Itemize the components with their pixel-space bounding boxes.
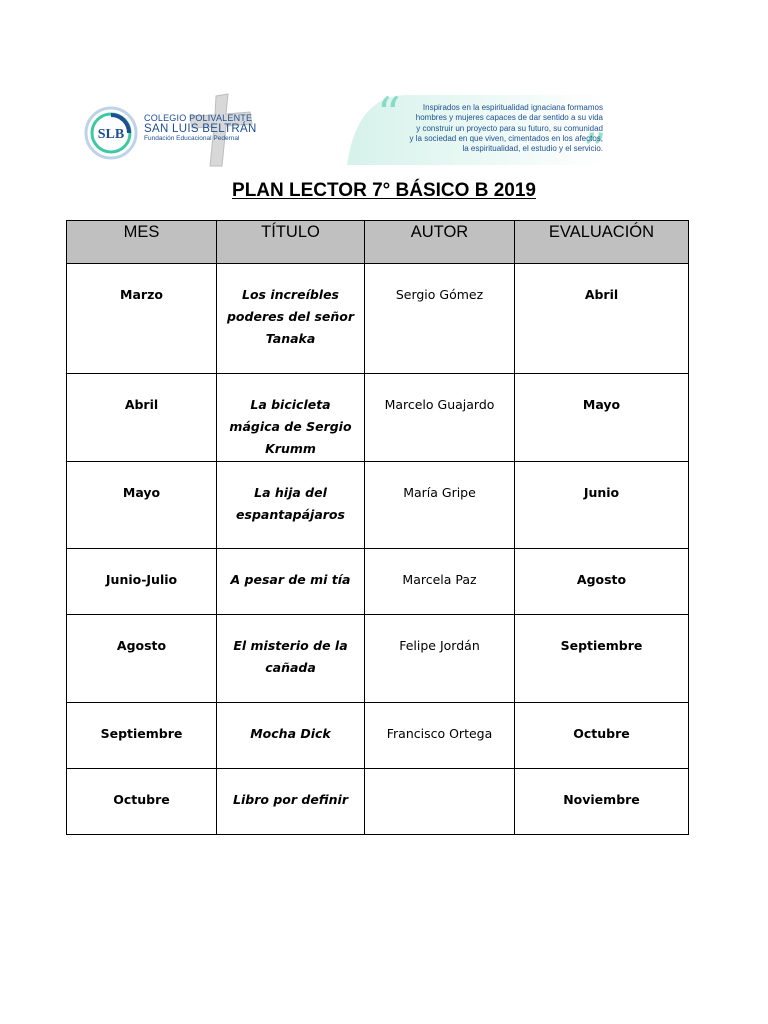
cell-mes: Abril xyxy=(67,374,217,462)
table-row xyxy=(67,264,689,374)
cell-mes: Agosto xyxy=(67,615,217,703)
header-evaluacion: EVALUACIÓN xyxy=(515,221,689,264)
quote-text xyxy=(381,103,603,154)
cell-evaluacion: Junio xyxy=(515,462,689,549)
cell-autor: Marcelo Guajardo xyxy=(365,374,515,462)
cell-evaluacion: Mayo xyxy=(515,374,689,462)
seal-text: SLB xyxy=(97,127,125,142)
school-name-line2: SAN LUIS BELTRÁN xyxy=(144,123,257,136)
quote-line: Inspirados en la espiritualidad ignaciana formamos xyxy=(422,103,603,112)
table-row xyxy=(67,549,689,615)
cell-mes: Junio-Julio xyxy=(67,549,217,615)
quote-line: la espiritualidad, el estudio y el servicio. xyxy=(462,144,603,154)
cell-titulo: La bicicleta mágica de Sergio Krumm xyxy=(217,374,365,462)
table-header-row xyxy=(67,221,689,264)
cell-mes: Mayo xyxy=(67,462,217,549)
cell-autor: Marcela Paz xyxy=(365,549,515,615)
cell-autor: Sergio Gómez xyxy=(365,264,515,374)
cell-mes: Octubre xyxy=(67,769,217,835)
cell-evaluacion: Noviembre xyxy=(515,769,689,835)
cell-titulo: El misterio de la cañada xyxy=(217,615,365,703)
header-titulo: TÍTULO xyxy=(217,221,365,264)
header-autor: AUTOR xyxy=(365,221,515,264)
cell-evaluacion: Abril xyxy=(515,264,689,374)
cell-titulo: Libro por definir xyxy=(217,769,365,835)
school-name-line1: COLEGIO POLIVALENTE xyxy=(144,113,253,123)
cell-evaluacion: Octubre xyxy=(515,703,689,769)
cell-titulo: Los increíbles poderes del señor Tanaka xyxy=(217,264,365,374)
cell-titulo: A pesar de mi tía xyxy=(217,549,365,615)
cell-autor: Felipe Jordán xyxy=(365,615,515,703)
school-foundation: Fundación Educacional Pedernal xyxy=(144,134,240,142)
school-logo xyxy=(84,100,264,170)
open-quote-icon: “ xyxy=(377,87,401,141)
table-row xyxy=(67,374,689,462)
cell-autor: María Gripe xyxy=(365,462,515,549)
cell-mes: Marzo xyxy=(67,264,217,374)
table-row xyxy=(67,703,689,769)
table-row xyxy=(67,769,689,835)
header-mes: MES xyxy=(67,221,217,264)
table-row xyxy=(67,462,689,549)
cell-mes: Septiembre xyxy=(67,703,217,769)
quote-line: y construir un proyecto para su futuro, su comunidad xyxy=(416,123,603,133)
seal-icon xyxy=(84,106,138,160)
reading-plan-table xyxy=(66,220,689,835)
cell-evaluacion: Agosto xyxy=(515,549,689,615)
cell-autor xyxy=(365,769,515,835)
quote-line: y la sociedad en que viven, cimentados en los afectos, xyxy=(409,133,603,143)
cell-evaluacion: Septiembre xyxy=(515,615,689,703)
quote-line: hombres y mujeres capaces de dar sentido a su vida xyxy=(415,113,603,123)
mission-quote xyxy=(347,87,607,177)
cell-titulo: La hija del espantapájaros xyxy=(217,462,365,549)
cell-titulo: Mocha Dick xyxy=(217,703,365,769)
page-title-text: PLAN LECTOR 7° BÁSICO B 2019 xyxy=(232,180,536,201)
close-quote-icon: ” xyxy=(583,123,607,177)
cell-autor: Francisco Ortega xyxy=(365,703,515,769)
page-title xyxy=(0,180,768,202)
table-row xyxy=(67,615,689,703)
